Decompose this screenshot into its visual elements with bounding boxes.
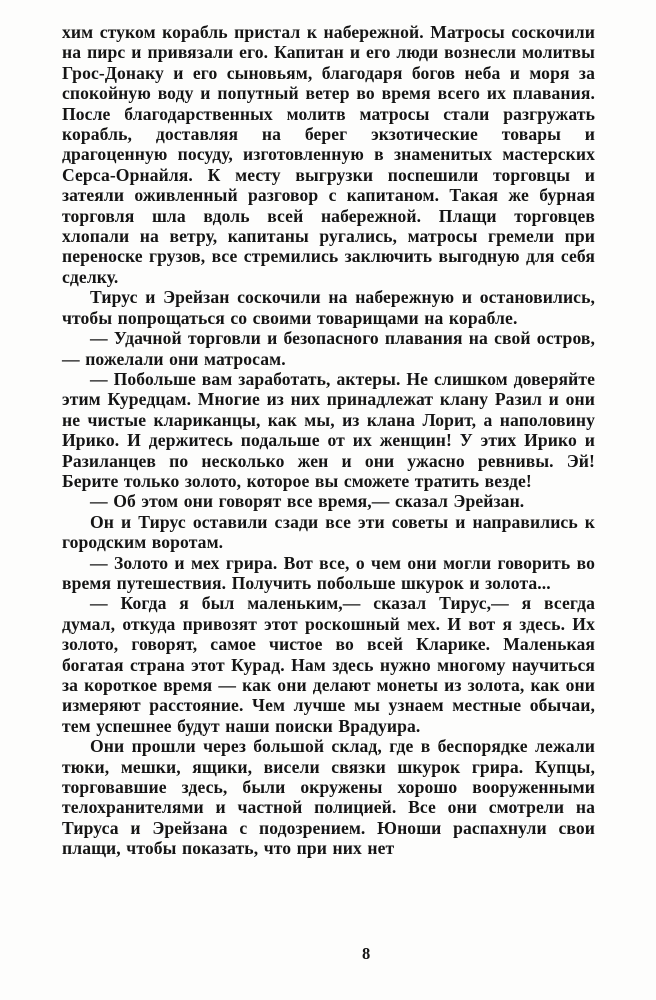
page-number: 8 — [362, 944, 371, 963]
paragraph: Он и Тирус оставили сзади все эти советы и направились к городским воротам. — [62, 511, 595, 553]
paragraph: Тирус и Эрейзан соскочили на набережную и остановились, чтобы попрощаться со своими товарищами на корабле. — [62, 287, 595, 328]
paragraph-dialogue: — Удачной торговли и безопасного плавания на свой остров,— пожелали они матросам. — [62, 328, 595, 369]
paragraph: хим стуком корабль пристал к набережной. Матросы соскочили на пирс и привязали его. Капитан и его люди вознесли молитвы Грос-Донаку и его сыновьям, благодаря богов неба и моря за спокойную воду и попутный ветер во время всего их плавания. После благодарственных молитв матросы стали разгружать корабль, доставляя на берег экзотические товары и драгоценную посуду, изготовленную в знаменитых мастерских Серса-Орнайля. К месту выгрузки поспешили торговцы и затеяли оживленный разговор с капитаном. Такая же бурная торговля шла вдоль всей набережной. Плащи торговцев хлопали на ветру, капитаны ругались, матросы гремели при переноске грузов, все стремились заключить выгодную для себя сделку. — [62, 22, 595, 287]
book-page-text — [62, 22, 595, 859]
paragraph-dialogue: — Об этом они говорят все время,— сказал Эрейзан. — [90, 491, 525, 512]
paragraph-dialogue: — Золото и мех грира. Вот все, о чем они могли говорить во время путешествия. Получить побольше шкурок и золота... — [62, 552, 595, 593]
paragraph-dialogue: — Побольше вам заработать, актеры. Не слишком доверяйте этим Куредцам. Многие из них принадлежат клану Разил и они не чистые клариканцы, как мы, из клана Лорит, а наполовину Ирико. И держитесь подальше от их женщин! У этих Ирико и Разиланцев по несколько жен и они ужасно ревнивы. Эй! Берите только золото, которое вы сможете тратить везде! — [62, 368, 595, 491]
paragraph-dialogue: — Когда я был маленьким,— сказал Тирус,— я всегда думал, откуда привозят этот роскошный мех. И вот я здесь. Их золото, говорят, самое чистое во всей Кларике. Маленькая богатая страна этот Курад. Нам здесь нужно многому научиться за короткое время — как они делают монеты из золота, как они измеряют расстояние. Чем лучше мы узнаем местные обычаи, тем успешнее будут наши поиски Врадуира. — [62, 593, 595, 736]
paragraph: Они прошли через большой склад, где в беспорядке лежали тюки, мешки, ящики, висели связки шкурок грира. Купцы, торговавшие здесь, были окружены хорошо вооруженными телохранителями и частной полицией. Все они смотрели на Тируса и Эрейзана с подозрением. Юноши распахнули свои плащи, чтобы показать, что при них нет — [62, 736, 595, 859]
